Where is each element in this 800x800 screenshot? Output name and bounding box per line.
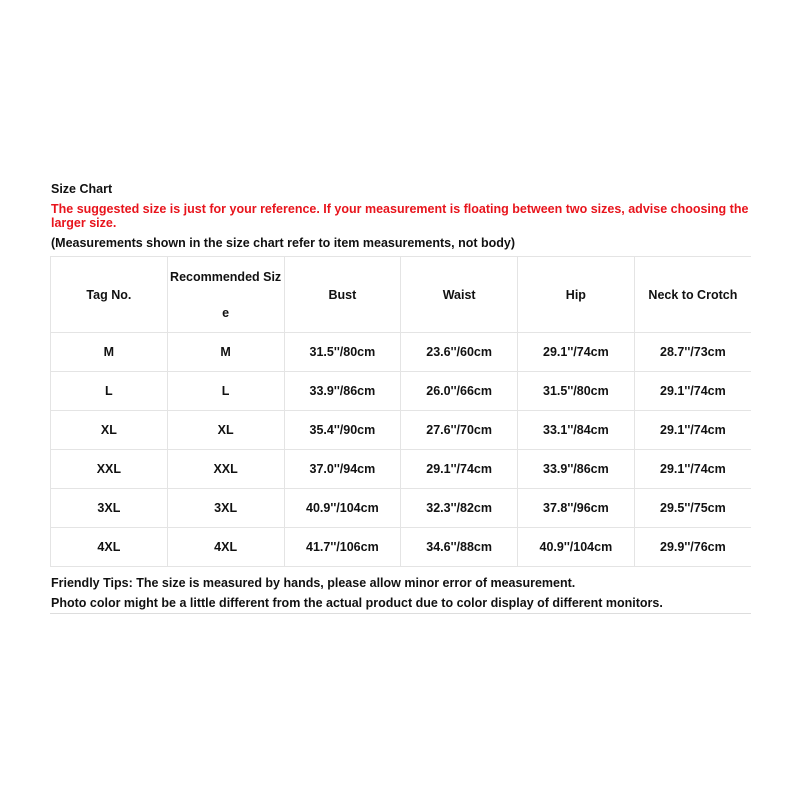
cell-hip: 29.1''/74cm xyxy=(518,333,635,372)
cell-tag: 4XL xyxy=(51,528,168,567)
cell-tag: XXL xyxy=(51,450,168,489)
cell-bust: 35.4''/90cm xyxy=(284,411,401,450)
cell-recommended: 3XL xyxy=(167,489,284,528)
cell-bust: 40.9''/104cm xyxy=(284,489,401,528)
cell-tag: XL xyxy=(51,411,168,450)
table-row xyxy=(51,333,752,372)
cell-recommended: L xyxy=(167,372,284,411)
cell-neck-to-crotch: 29.1''/74cm xyxy=(634,450,751,489)
cell-waist: 32.3''/82cm xyxy=(401,489,518,528)
cell-recommended: M xyxy=(167,333,284,372)
table-row xyxy=(51,372,752,411)
cell-hip: 31.5''/80cm xyxy=(518,372,635,411)
cell-waist: 34.6''/88cm xyxy=(401,528,518,567)
header-waist: Waist xyxy=(401,257,518,333)
header-tag-no: Tag No. xyxy=(51,257,168,333)
cell-recommended: 4XL xyxy=(167,528,284,567)
cell-bust: 37.0''/94cm xyxy=(284,450,401,489)
cell-waist: 23.6''/60cm xyxy=(401,333,518,372)
cell-hip: 33.9''/86cm xyxy=(518,450,635,489)
table-header-row xyxy=(51,257,752,333)
header-neck-to-crotch: Neck to Crotch xyxy=(634,257,751,333)
header-bust: Bust xyxy=(284,257,401,333)
cell-hip: 33.1''/84cm xyxy=(518,411,635,450)
measurement-note: (Measurements shown in the size chart refer to item measurements, not body) xyxy=(51,236,515,250)
photo-color-note: Photo color might be a little different from the actual product due to color display of different monitors. xyxy=(50,596,751,614)
cell-bust: 31.5''/80cm xyxy=(284,333,401,372)
cell-recommended: XXL xyxy=(167,450,284,489)
header-recommended-size xyxy=(167,257,284,333)
cell-neck-to-crotch: 29.9''/76cm xyxy=(634,528,751,567)
size-chart-title: Size Chart xyxy=(51,182,113,196)
cell-waist: 27.6''/70cm xyxy=(401,411,518,450)
table-row xyxy=(51,450,752,489)
size-table xyxy=(50,256,751,567)
cell-waist: 26.0''/66cm xyxy=(401,372,518,411)
cell-neck-to-crotch: 29.1''/74cm xyxy=(634,372,751,411)
cell-neck-to-crotch: 29.1''/74cm xyxy=(634,411,751,450)
friendly-tips: Friendly Tips: The size is measured by hands, please allow minor error of measurement. xyxy=(51,576,576,590)
header-text-part2: e xyxy=(222,305,230,320)
cell-neck-to-crotch: 28.7''/73cm xyxy=(634,333,751,372)
size-notice: The suggested size is just for your reference. If your measurement is floating between two sizes, advise choosing the larger size. xyxy=(51,202,749,230)
table-row xyxy=(51,528,752,567)
cell-hip: 40.9''/104cm xyxy=(518,528,635,567)
cell-recommended: XL xyxy=(167,411,284,450)
cell-neck-to-crotch: 29.5''/75cm xyxy=(634,489,751,528)
cell-tag: 3XL xyxy=(51,489,168,528)
size-chart-section xyxy=(50,182,751,614)
table-row xyxy=(51,411,752,450)
cell-tag: M xyxy=(51,333,168,372)
cell-tag: L xyxy=(51,372,168,411)
header-hip: Hip xyxy=(518,257,635,333)
header-text-part1: Recommended Siz xyxy=(170,269,282,284)
cell-hip: 37.8''/96cm xyxy=(518,489,635,528)
cell-waist: 29.1''/74cm xyxy=(401,450,518,489)
cell-bust: 41.7''/106cm xyxy=(284,528,401,567)
table-row xyxy=(51,489,752,528)
cell-bust: 33.9''/86cm xyxy=(284,372,401,411)
